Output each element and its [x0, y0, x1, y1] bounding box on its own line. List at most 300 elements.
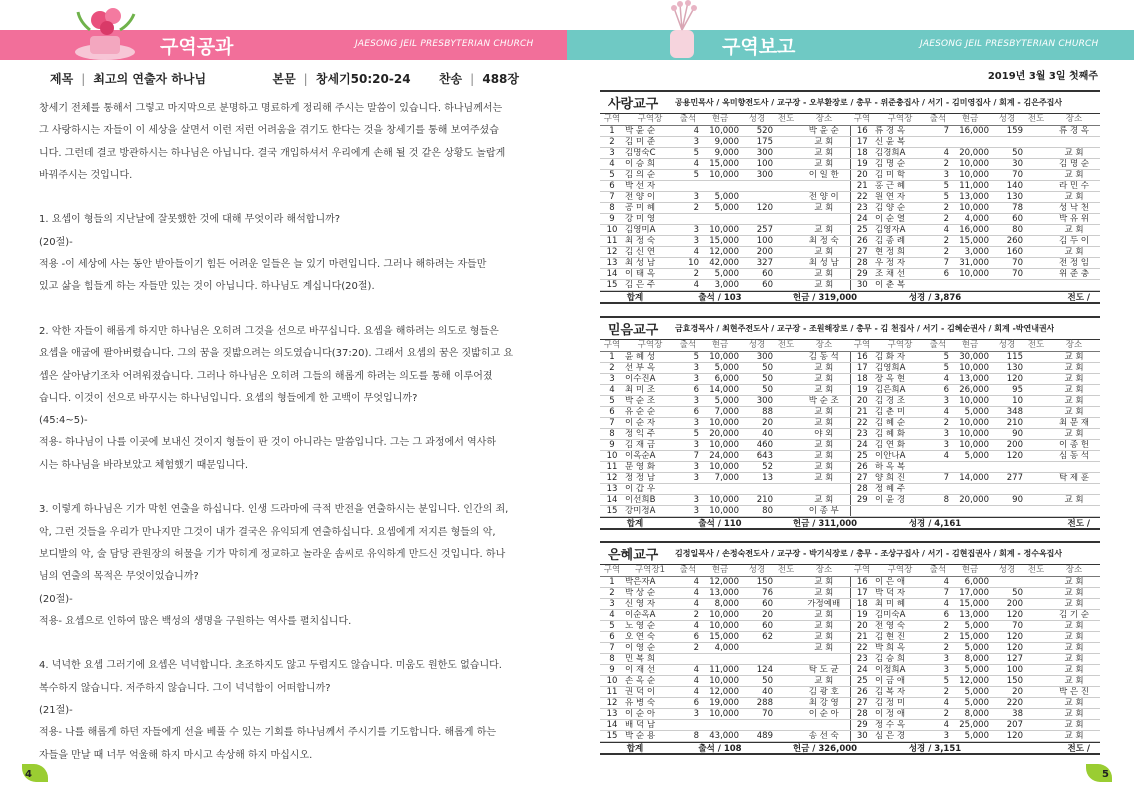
- table-cell: 13,000: [950, 609, 990, 620]
- table-cell: [990, 461, 1024, 472]
- table-cell: [774, 675, 798, 686]
- table-cell: 11: [600, 235, 624, 246]
- table-cell: [1024, 439, 1048, 450]
- table-cell: 4: [676, 664, 700, 675]
- table-cell: [926, 483, 950, 494]
- page-number-left-text: 4: [25, 769, 32, 780]
- column-header: 장소: [1048, 114, 1100, 125]
- table-cell: 8: [600, 202, 624, 213]
- table-cell: 6: [676, 631, 700, 642]
- table-cell: 26: [850, 235, 874, 246]
- table-cell: 23: [850, 202, 874, 213]
- table-cell: 김 춘 미: [874, 406, 926, 417]
- table-cell: 25: [850, 224, 874, 235]
- table-cell: 10,000: [700, 169, 740, 180]
- table-cell: 3: [676, 494, 700, 505]
- table-cell: 교 회: [1048, 587, 1100, 598]
- lesson-line: 적용 -이 세상에 사는 동안 받아들이기 힘든 어려운 일들은 늘 있기 마련입니다. 그러나 해하려는 자들만: [39, 259, 487, 271]
- table-cell: 207: [990, 719, 1024, 730]
- table-cell: 전 영 숙: [874, 620, 926, 631]
- table-cell: 김 미 준: [624, 136, 676, 147]
- table-cell: 7: [600, 191, 624, 202]
- table-cell: 박 은 진: [1048, 686, 1100, 697]
- table-cell: 16: [850, 125, 874, 136]
- column-header: 전도: [1024, 565, 1048, 576]
- column-header: 장소: [798, 565, 850, 576]
- table-cell: 24: [850, 213, 874, 224]
- column-header: 전도: [774, 114, 798, 125]
- column-header: 구역: [850, 114, 874, 125]
- table-cell: 27: [850, 246, 874, 257]
- table-cell: 5: [676, 169, 700, 180]
- table-cell: 5,000: [950, 664, 990, 675]
- table-cell: 교 회: [798, 642, 850, 653]
- district-header: [600, 316, 1100, 340]
- table-cell: [740, 483, 774, 494]
- table-cell: [1024, 224, 1048, 235]
- table-cell: 30,000: [950, 351, 990, 362]
- lesson-line: 복수하지 않습니다. 저주하지 않습니다. 그이 넉넉함이 어떠합니까?: [39, 682, 331, 694]
- table-cell: 100: [740, 235, 774, 246]
- table-cell: 이 순 아: [624, 708, 676, 719]
- table-cell: [990, 576, 1024, 587]
- table-cell: 9,000: [700, 147, 740, 158]
- table-cell: 9: [600, 664, 624, 675]
- table-cell: 2: [926, 686, 950, 697]
- table-cell: [1024, 169, 1048, 180]
- table-cell: [1048, 483, 1100, 494]
- table-cell: 8: [926, 494, 950, 505]
- table-cell: 2: [676, 202, 700, 213]
- column-header: 현금: [950, 114, 990, 125]
- table-cell: [774, 362, 798, 373]
- table-cell: 3: [676, 395, 700, 406]
- table-cell: [1024, 257, 1048, 268]
- table-cell: [926, 505, 950, 516]
- column-header: 현금: [700, 565, 740, 576]
- table-cell: [1024, 708, 1048, 719]
- table-cell: [1024, 191, 1048, 202]
- table-row: [600, 202, 1100, 213]
- right-page-report: [567, 60, 1134, 790]
- table-cell: [1024, 279, 1048, 290]
- table-cell: [990, 483, 1024, 494]
- lesson-line: (45:4~5)-: [39, 415, 88, 427]
- lesson-line: 시는 하나님을 바라보았고 체험했기 때문입니다.: [39, 459, 249, 471]
- table-cell: 4: [676, 246, 700, 257]
- table-cell: 4: [600, 384, 624, 395]
- table-cell: 류 경 옥: [1048, 125, 1100, 136]
- table-cell: 70: [990, 169, 1024, 180]
- table-cell: 5: [926, 191, 950, 202]
- table-cell: 2: [926, 417, 950, 428]
- table-cell: 4: [926, 576, 950, 587]
- table-cell: 4: [676, 279, 700, 290]
- table-cell: 교 회: [1048, 730, 1100, 741]
- table-cell: 교 회: [1048, 406, 1100, 417]
- table-cell: [774, 213, 798, 224]
- table-cell: 31,000: [950, 257, 990, 268]
- table-cell: 4: [926, 224, 950, 235]
- table-cell: 2: [926, 235, 950, 246]
- table-row: [600, 697, 1100, 708]
- table-row: [600, 494, 1100, 505]
- district-eunhye: [600, 541, 1100, 755]
- table-cell: 100: [990, 664, 1024, 675]
- table-cell: 10,000: [700, 620, 740, 631]
- lesson-line: 적용- 나를 해롭게 하던 자들에게 선을 베풀 수 있는 기회를 하나님께서 주시기를 기도합니다. 해롭게 하는: [39, 727, 497, 739]
- table-cell: 김미숙A: [874, 609, 926, 620]
- table-cell: 윤 혜 성: [624, 351, 676, 362]
- table-cell: 300: [740, 147, 774, 158]
- table-cell: 28: [850, 708, 874, 719]
- table-cell: 210: [990, 417, 1024, 428]
- table-cell: [774, 202, 798, 213]
- lesson-line: (20절)-: [39, 593, 73, 605]
- table-cell: 7,000: [700, 472, 740, 483]
- table-cell: 21: [850, 631, 874, 642]
- column-header: 출석: [676, 340, 700, 351]
- table-cell: 20,000: [950, 494, 990, 505]
- table-cell: 11,000: [700, 664, 740, 675]
- table-cell: 50: [740, 362, 774, 373]
- table-row: [600, 373, 1100, 384]
- table-cell: 90: [990, 428, 1024, 439]
- table-cell: 3: [926, 730, 950, 741]
- table-cell: 43,000: [700, 730, 740, 741]
- table-cell: [1024, 417, 1048, 428]
- table-row: [600, 587, 1100, 598]
- table-cell: 6,000: [700, 373, 740, 384]
- total-bible: 성경 / 4,161: [908, 518, 962, 529]
- table-cell: 80: [990, 224, 1024, 235]
- table-cell: 5: [600, 620, 624, 631]
- table-cell: 4: [676, 620, 700, 631]
- lesson-line: 적용- 하나님이 나를 이곳에 보내신 것이지 형들이 판 것이 아니라는 말씀입니다. 그는 그 과정에서 역사하: [39, 437, 497, 449]
- table-cell: 교 회: [798, 246, 850, 257]
- table-row: [600, 472, 1100, 483]
- table-cell: [774, 450, 798, 461]
- table-cell: [1024, 719, 1048, 730]
- table-cell: 159: [990, 125, 1024, 136]
- table-cell: 2: [926, 631, 950, 642]
- table-cell: [1024, 587, 1048, 598]
- table-cell: 김영미A: [624, 224, 676, 235]
- table-cell: 10,000: [950, 417, 990, 428]
- table-cell: 오 연 숙: [624, 631, 676, 642]
- table-cell: 4: [676, 576, 700, 587]
- table-cell: 4: [676, 158, 700, 169]
- table-cell: 박 순 조: [798, 395, 850, 406]
- table-row: [600, 158, 1100, 169]
- table-cell: 5,000: [700, 395, 740, 406]
- table-cell: 9: [600, 439, 624, 450]
- table-cell: 8: [676, 730, 700, 741]
- table-row: [600, 576, 1100, 587]
- table-cell: 이 윤 경: [874, 494, 926, 505]
- table-cell: 1: [600, 351, 624, 362]
- table-row: [600, 653, 1100, 664]
- column-header: 장소: [798, 340, 850, 351]
- district-staff: 김정일목사 / 손정숙전도사 / 교구장 - 박기식장로 / 총무 - 조상구집사 / 서기 - 김현집권사 / 회계 - 정수옥집사: [675, 549, 1063, 558]
- table-cell: 10,000: [700, 494, 740, 505]
- table-cell: 3: [676, 417, 700, 428]
- table-cell: 5: [926, 675, 950, 686]
- blank-line: [39, 299, 539, 321]
- table-cell: 19: [850, 384, 874, 395]
- table-cell: 교 회: [1048, 373, 1100, 384]
- table-row: [600, 730, 1100, 741]
- table-cell: [1048, 136, 1100, 147]
- column-header: 전도: [774, 565, 798, 576]
- total-evangelism: 전도 /: [1067, 292, 1090, 303]
- table-cell: 이 순 아: [798, 708, 850, 719]
- table-cell: 7: [600, 417, 624, 428]
- table-cell: [1048, 461, 1100, 472]
- table-cell: 6,000: [950, 576, 990, 587]
- table-cell: 18: [850, 373, 874, 384]
- right-header-subtitle: JAESONG JEIL PRESBYTERIAN CHURCH: [920, 39, 1099, 49]
- table-cell: 2: [676, 609, 700, 620]
- district-name: 믿음교구: [608, 323, 659, 338]
- table-cell: 교 회: [798, 461, 850, 472]
- table-cell: 교 회: [798, 202, 850, 213]
- table-cell: 박 순 용: [624, 730, 676, 741]
- table-cell: 전 양 이: [798, 191, 850, 202]
- table-cell: 200: [740, 246, 774, 257]
- table-cell: 38: [990, 708, 1024, 719]
- table-cell: 5,000: [700, 191, 740, 202]
- lesson-line: (21절)-: [39, 705, 73, 717]
- column-header: 구역장: [874, 114, 926, 125]
- table-cell: 교 회: [1048, 191, 1100, 202]
- table-cell: [950, 136, 990, 147]
- table-cell: 7: [926, 472, 950, 483]
- table-cell: [774, 224, 798, 235]
- table-cell: 40: [740, 686, 774, 697]
- lesson-line: 바꿔주시는 것입니다.: [39, 169, 133, 181]
- table-cell: [774, 158, 798, 169]
- table-cell: 20: [850, 620, 874, 631]
- table-cell: 정 수 옥: [874, 719, 926, 730]
- blank-line: [39, 633, 539, 655]
- column-header: 출석: [926, 340, 950, 351]
- column-header: 전도: [1024, 340, 1048, 351]
- table-cell: 60: [990, 213, 1024, 224]
- flower-pot-decoration: [60, 0, 150, 62]
- table-cell: 3: [926, 395, 950, 406]
- table-row: [600, 147, 1100, 158]
- table-row: [600, 125, 1100, 136]
- table-cell: 12: [600, 246, 624, 257]
- table-cell: 5,000: [700, 362, 740, 373]
- table-cell: 3: [676, 235, 700, 246]
- table-cell: 10: [600, 675, 624, 686]
- table-cell: 교 회: [798, 158, 850, 169]
- table-cell: [950, 505, 990, 516]
- table-row: [600, 213, 1100, 224]
- table-cell: 130: [990, 191, 1024, 202]
- district-total-row: [600, 517, 1100, 530]
- table-cell: 5: [676, 351, 700, 362]
- table-cell: 4: [676, 598, 700, 609]
- table-cell: 7: [926, 587, 950, 598]
- table-cell: 120: [990, 450, 1024, 461]
- table-cell: 80: [740, 505, 774, 516]
- total-attendance: 출석 / 110: [698, 518, 742, 529]
- table-cell: 6: [676, 406, 700, 417]
- column-header: 구역: [850, 565, 874, 576]
- table-cell: 이 순 자: [624, 417, 676, 428]
- table-cell: 4: [926, 697, 950, 708]
- table-row: [600, 417, 1100, 428]
- table-cell: 이 종 헌: [1048, 439, 1100, 450]
- table-cell: 류 경 옥: [874, 125, 926, 136]
- table-cell: 300: [740, 351, 774, 362]
- table-row: [600, 235, 1100, 246]
- table-row: [600, 395, 1100, 406]
- table-cell: 15: [600, 730, 624, 741]
- sermon-title-label: 제목: [50, 72, 74, 86]
- table-cell: 2: [600, 362, 624, 373]
- table-cell: 손 옥 순: [624, 675, 676, 686]
- table-cell: 6: [600, 631, 624, 642]
- table-cell: 야 외: [798, 428, 850, 439]
- table-cell: 교 회: [1048, 642, 1100, 653]
- table-cell: 60: [740, 268, 774, 279]
- column-header: 출석: [926, 114, 950, 125]
- table-cell: 10,000: [700, 125, 740, 136]
- table-row: [600, 631, 1100, 642]
- table-cell: 6: [600, 180, 624, 191]
- table-cell: 300: [740, 169, 774, 180]
- table-cell: [798, 483, 850, 494]
- table-cell: 10,000: [700, 609, 740, 620]
- table-cell: 정 정 남: [624, 472, 676, 483]
- table-cell: 18: [850, 147, 874, 158]
- sermon-text-label: 본문: [272, 72, 296, 86]
- table-row: [600, 598, 1100, 609]
- table-cell: 19: [850, 158, 874, 169]
- table-cell: [774, 373, 798, 384]
- table-cell: 3: [926, 653, 950, 664]
- table-cell: 최 미 조: [624, 384, 676, 395]
- table-cell: 8,000: [950, 653, 990, 664]
- vase-decoration: [650, 0, 720, 62]
- total-attendance: 출석 / 108: [698, 743, 742, 754]
- table-cell: 탁 제 훈: [1048, 472, 1100, 483]
- table-cell: 이 종 부: [798, 505, 850, 516]
- table-cell: [700, 180, 740, 191]
- table-cell: 70: [990, 620, 1024, 631]
- table-cell: 4: [926, 450, 950, 461]
- table-cell: 14: [600, 268, 624, 279]
- table-cell: [740, 213, 774, 224]
- lesson-line: (20절)-: [39, 236, 73, 248]
- table-cell: 김 정 미: [874, 697, 926, 708]
- table-cell: 13: [600, 708, 624, 719]
- table-row: [600, 461, 1100, 472]
- table-cell: [774, 384, 798, 395]
- table-cell: 9,000: [700, 136, 740, 147]
- lesson-line: 적용- 요셉으로 인하여 많은 백성의 생명을 구원하는 역사를 펼치십니다.: [39, 615, 352, 627]
- table-cell: 3: [676, 191, 700, 202]
- table-cell: [1024, 483, 1048, 494]
- table-cell: [1024, 158, 1048, 169]
- table-cell: 교 회: [798, 384, 850, 395]
- table-cell: 3: [926, 169, 950, 180]
- table-cell: 15,000: [950, 235, 990, 246]
- table-cell: 교 회: [1048, 351, 1100, 362]
- table-row: [600, 362, 1100, 373]
- table-cell: [1024, 598, 1048, 609]
- table-cell: 14: [600, 719, 624, 730]
- table-cell: 28: [850, 483, 874, 494]
- sermon-title: 최고의 연출자 하나님: [93, 72, 207, 86]
- table-cell: 17,000: [950, 587, 990, 598]
- table-cell: 김 연 화: [874, 439, 926, 450]
- table-cell: 이 재 선: [624, 664, 676, 675]
- table-cell: [1024, 268, 1048, 279]
- table-row: [600, 686, 1100, 697]
- table-cell: 최 성 남: [798, 257, 850, 268]
- column-header: 구역: [850, 340, 874, 351]
- total-offering: 헌금 / 319,000: [792, 292, 858, 303]
- table-cell: 7: [600, 642, 624, 653]
- table-cell: 200: [990, 439, 1024, 450]
- table-cell: [950, 279, 990, 290]
- table-cell: [926, 136, 950, 147]
- table-cell: 10,000: [950, 395, 990, 406]
- table-cell: [1048, 279, 1100, 290]
- table-cell: 4: [926, 406, 950, 417]
- table-cell: 12,000: [700, 576, 740, 587]
- table-cell: 정 익 주: [624, 428, 676, 439]
- table-cell: 1: [600, 125, 624, 136]
- table-cell: 10,000: [950, 439, 990, 450]
- district-mideum: [600, 316, 1100, 530]
- table-cell: 17: [850, 136, 874, 147]
- lesson-line: 악, 그런 것들을 우리가 만나지만 그것이 내가 결국은 유익되게 연출하십니다. 요셉에게 저지른 형들의 악,: [39, 526, 496, 538]
- table-cell: 17: [850, 587, 874, 598]
- table-cell: [1024, 653, 1048, 664]
- table-cell: [1024, 246, 1048, 257]
- table-cell: [1024, 450, 1048, 461]
- table-cell: 박 순 조: [624, 395, 676, 406]
- table-cell: [798, 653, 850, 664]
- table-cell: 277: [990, 472, 1024, 483]
- table-cell: [1024, 494, 1048, 505]
- column-header: 장소: [1048, 340, 1100, 351]
- table-cell: 10,000: [700, 224, 740, 235]
- table-cell: 노 영 순: [624, 620, 676, 631]
- table-cell: 62: [740, 631, 774, 642]
- table-cell: 28: [850, 257, 874, 268]
- table-cell: [990, 505, 1024, 516]
- table-cell: 4: [926, 719, 950, 730]
- table-row: [600, 642, 1100, 653]
- table-cell: 20: [740, 417, 774, 428]
- table-cell: 강 미 영: [624, 213, 676, 224]
- table-cell: 4: [926, 147, 950, 158]
- column-header: 성경: [990, 114, 1024, 125]
- table-cell: 27: [850, 472, 874, 483]
- table-cell: 교 회: [1048, 428, 1100, 439]
- table-cell: 선 부 옥: [624, 362, 676, 373]
- district-sarang: [600, 90, 1100, 304]
- table-cell: 76: [740, 587, 774, 598]
- table-cell: [798, 719, 850, 730]
